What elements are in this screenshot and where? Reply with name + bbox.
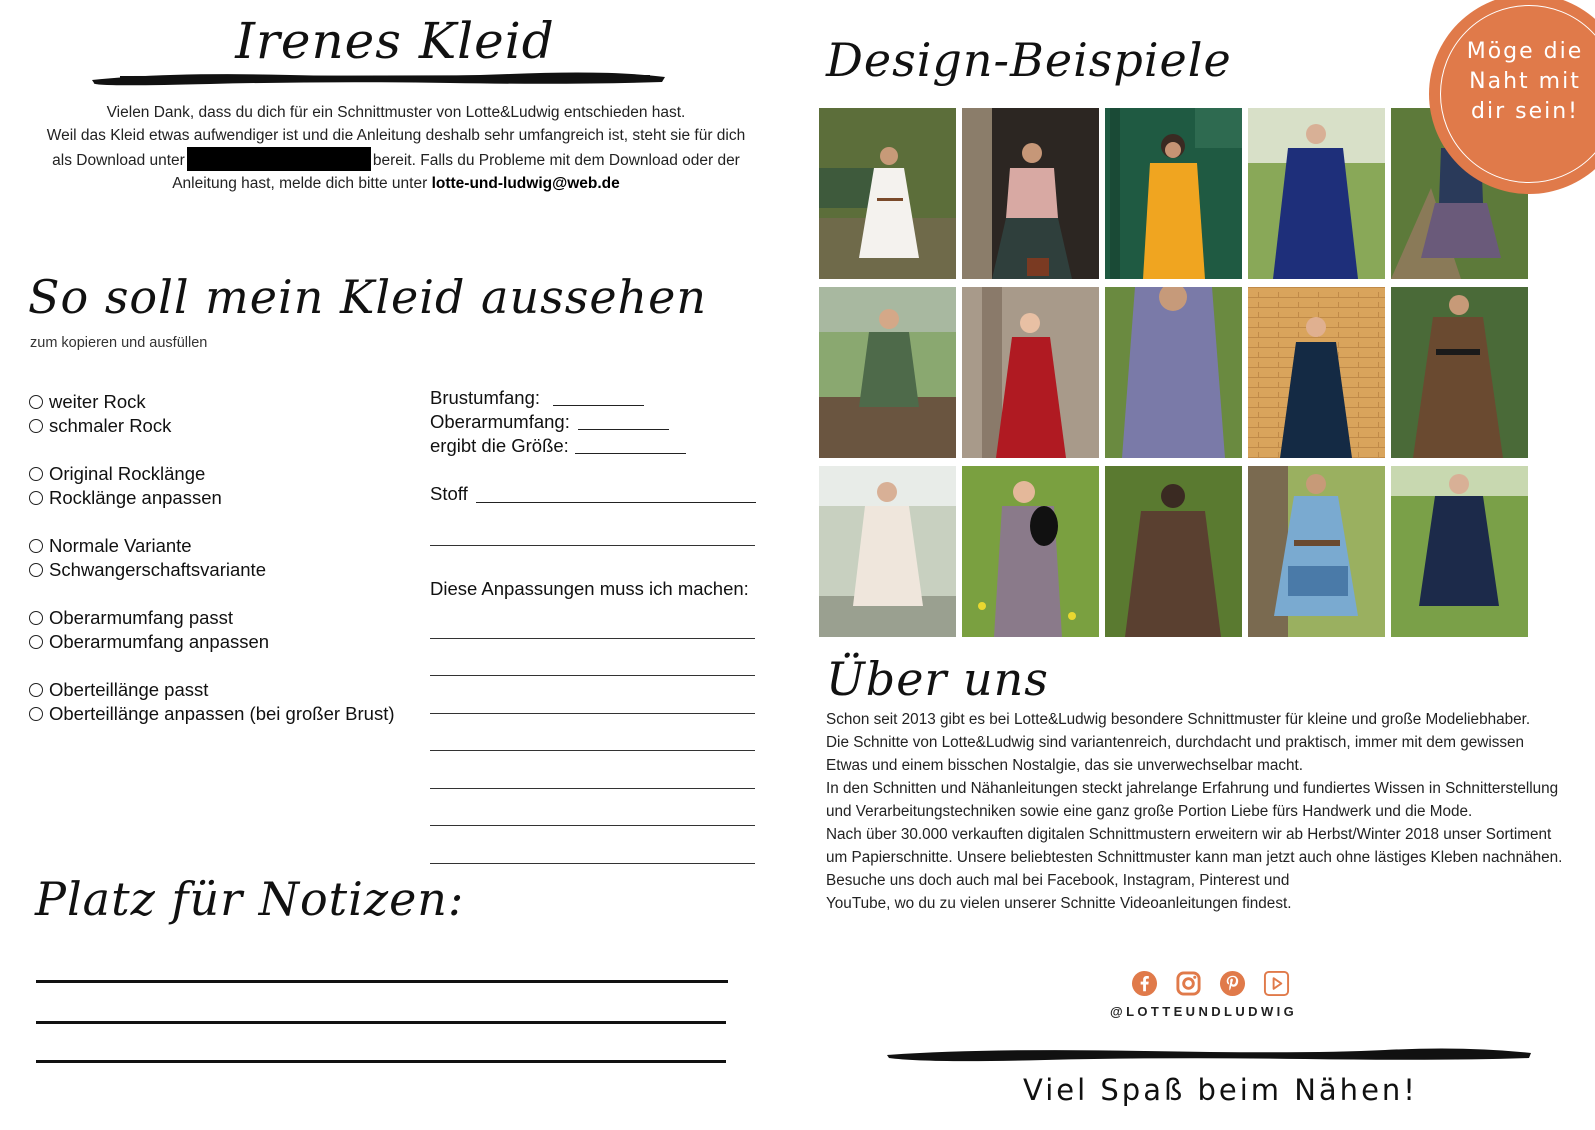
option-adjust-length[interactable]: Rocklänge anpassen	[29, 487, 222, 509]
photo-brown-dress	[1391, 287, 1528, 458]
radio-icon[interactable]	[29, 467, 43, 481]
adjustments-line[interactable]	[430, 863, 755, 864]
redacted-link	[187, 147, 371, 171]
radio-icon[interactable]	[29, 635, 43, 649]
email-link[interactable]: lotte-und-ludwig@web.de	[431, 175, 620, 192]
photo-pink-blouse	[962, 108, 1099, 279]
radio-icon[interactable]	[29, 491, 43, 505]
option-bodice-fits[interactable]: Oberteillänge passt	[29, 679, 208, 701]
option-arm-fits[interactable]: Oberarmumfang passt	[29, 607, 233, 629]
option-normal-variant[interactable]: Normale Variante	[29, 535, 192, 557]
page-title: Irenes Kleid	[235, 12, 555, 70]
adjustments-label: Diese Anpassungen muss ich machen:	[430, 578, 749, 599]
bust-field[interactable]	[553, 405, 644, 406]
pinterest-icon[interactable]	[1219, 970, 1246, 997]
photo-yellow-dress	[1105, 108, 1242, 279]
option-arm-adjust[interactable]: Oberarmumfang anpassen	[29, 631, 269, 653]
photo-blue-dress	[1248, 108, 1385, 279]
youtube-icon[interactable]	[1263, 970, 1290, 997]
notes-line[interactable]	[36, 1060, 726, 1063]
about-paragraph: Die Schnitte von Lotte&Ludwig sind variantenreich, durchdacht und praktisch, immer mit dem gewissen Etwas und einem bisschen Nostalgie, das sie unverwechselbar macht.	[826, 734, 1525, 774]
photo-white-print-dress	[819, 466, 956, 637]
intro-line: Weil das Kleid etwas aufwendiger ist und die Anleitung deshalb sehr umfangreich ist, steht sie für dich	[46, 127, 746, 144]
about-text	[826, 708, 1566, 915]
radio-icon[interactable]	[29, 707, 43, 721]
notes-line[interactable]	[36, 1021, 726, 1024]
social-handle[interactable]: @LOTTEUNDLUDWIG	[1110, 1004, 1298, 1019]
intro-line: Vielen Dank, dass du dich für ein Schnittmuster von Lotte&Ludwig entschieden hast.	[106, 104, 686, 121]
notes-heading: Platz für Notizen:	[35, 872, 465, 926]
radio-icon[interactable]	[29, 611, 43, 625]
about-paragraph: Nach über 30.000 verkauften digitalen Schnittmustern erweitern wir ab Herbst/Winter 2018 unser Sortiment um Papierschnitte. Unsere beliebtesten Schnittmuster kann man jetzt auch ohne lästiges Kleben nachnähen.	[826, 826, 1563, 866]
instagram-icon[interactable]	[1175, 970, 1202, 997]
about-paragraph: Besuche uns doch auch mal bei Facebook, Instagram, Pinterest und YouTube, wo du zu vielen unserer Schnitte Videoanleitungen findest.	[826, 872, 1292, 912]
option-narrow-skirt[interactable]: schmaler Rock	[29, 415, 171, 437]
photo-navy-dress	[1248, 287, 1385, 458]
photo-red-dress	[962, 287, 1099, 458]
photo-cat-dress	[962, 466, 1099, 637]
option-wide-skirt[interactable]: weiter Rock	[29, 391, 146, 413]
about-heading: Über uns	[826, 652, 1049, 706]
fabric-label: Stoff	[430, 483, 468, 504]
notes-line[interactable]	[36, 980, 728, 983]
intro-text	[20, 101, 772, 195]
radio-icon[interactable]	[29, 539, 43, 553]
form-heading: So soll mein Kleid aussehen	[28, 270, 708, 324]
photo-olive-dress	[1105, 466, 1242, 637]
photo-white-dress	[819, 108, 956, 279]
photo-lilac-dress	[1105, 287, 1242, 458]
facebook-icon[interactable]	[1131, 970, 1158, 997]
photo-denim-dress	[1248, 466, 1385, 637]
fabric-field[interactable]	[476, 502, 756, 503]
size-field[interactable]	[575, 453, 686, 454]
title-brush-underline	[90, 68, 670, 88]
size-label: ergibt die Größe:	[430, 435, 569, 456]
bust-label: Brustumfang:	[430, 387, 541, 408]
badge-text: Möge die Naht mit dir sein!	[1466, 39, 1584, 124]
radio-icon[interactable]	[29, 395, 43, 409]
adjustments-line[interactable]	[430, 788, 755, 789]
adjustments-line[interactable]	[430, 638, 755, 639]
footer-brush-underline	[885, 1045, 1535, 1063]
form-subheading: zum kopieren und ausfüllen	[30, 335, 208, 351]
adjustments-line[interactable]	[430, 750, 755, 751]
adjustments-line[interactable]	[430, 713, 755, 714]
radio-icon[interactable]	[29, 563, 43, 577]
fabric-field-line[interactable]	[430, 545, 755, 546]
farewell-text: Viel Spaß beim Nähen!	[1023, 1073, 1418, 1107]
adjustments-line[interactable]	[430, 675, 755, 676]
radio-icon[interactable]	[29, 683, 43, 697]
option-maternity-variant[interactable]: Schwangerschaftsvariante	[29, 559, 266, 581]
arm-field[interactable]	[578, 429, 669, 430]
photo-green-dress	[819, 287, 956, 458]
arm-label: Oberarmumfang:	[430, 411, 570, 432]
about-paragraph: In den Schnitten und Nähanleitungen steckt jahrelange Erfahrung und fundiertes Wissen in Schnitterstellung und Verarbeitungstechniken sowie eine ganz große Portion Liebe fürs Handwerk und die Mode.	[826, 780, 1559, 820]
gallery-heading: Design-Beispiele	[826, 33, 1232, 87]
about-paragraph: Schon seit 2013 gibt es bei Lotte&Ludwig besondere Schnittmuster für kleine und große Modeliebhaber.	[826, 711, 1531, 728]
adjustments-line[interactable]	[430, 825, 755, 826]
intro-line: als Download unter bereit. Falls du Probleme mit dem Download oder der	[20, 147, 772, 172]
option-original-length[interactable]: Original Rocklänge	[29, 463, 205, 485]
radio-icon[interactable]	[29, 419, 43, 433]
option-bodice-adjust[interactable]: Oberteillänge anpassen (bei großer Brust)	[29, 703, 395, 725]
intro-line: Anleitung hast, melde dich bitte unter lotte-und-ludwig@web.de	[172, 175, 620, 192]
photo-navy-floral-dress	[1391, 466, 1528, 637]
